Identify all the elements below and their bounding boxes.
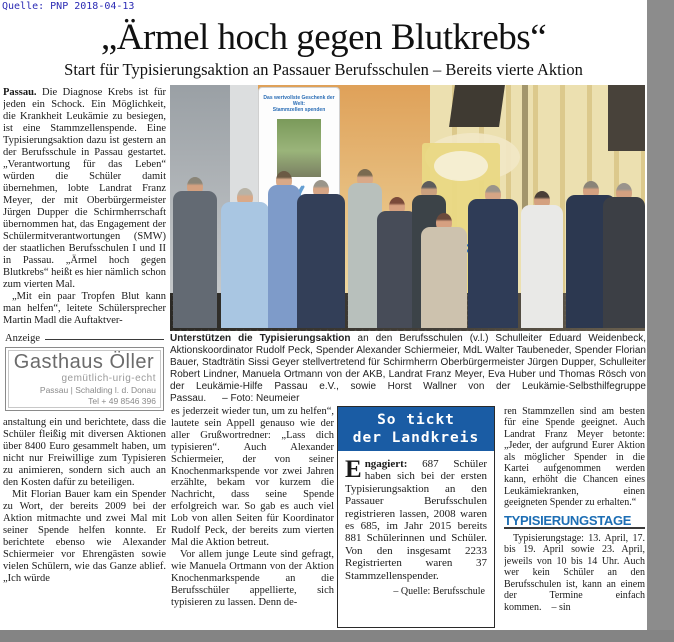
section-header-typisierungstage: TYPISIERUNGSTAGE (504, 512, 632, 528)
caption-body: an den Berufsschulen (v.l.) Schulleiter Eduard Weidenbeck, Aktionskoordinator Rudolf Peck, Spender Alexander Schiermeier, MdL Walter Taubeneder, Spender Florian Bauer, Stadträtin Sissi Geyer stellvertretend für Schirmherrn Oberbürgermeister Jürgen Dupper, Schulleiter Robert Lindner, Manuela Ortmann von der AKB, Landrat Franz Meyer, Eva Huber und Thomas Rösch von der Leukämie-Hilfe Passau e.V., sowie Horst Wallner von der Leukämie-Selbsthilfegruppe Passau. (170, 333, 646, 404)
banner-line: Stammzellen spenden (272, 107, 326, 113)
paragraph: Vor allem junge Leute sind gefragt, wie Manuela Ortmann von der Aktion Knochenmarkspende an die Berufsschüler appellierte, sich typisieren zu lassen. Denn de- (171, 548, 334, 608)
infobox-title-line: der Landkreis (352, 430, 480, 446)
ad-phone: Tel + 49 8546 396 (88, 395, 156, 406)
article-column-1 (3, 87, 166, 628)
person-figure (172, 85, 218, 331)
dropcap: E (345, 456, 362, 483)
person-figure (296, 85, 346, 331)
paragraph: anstaltung ein und berichtete, dass die Schüler fleißig mit diversen Aktionen über 8400 Euro gesammelt haben, um nicht nur Freiwillige zum Typisieren zu animieren, sondern sich auch an den Kosten dafür zu beteiligen. (3, 417, 166, 488)
infobox-landkreis (337, 406, 495, 628)
photo-caption (170, 333, 646, 405)
author-shorthand: – sin (551, 601, 571, 613)
person-figure (220, 85, 270, 331)
paragraph: Mit Florian Bauer kam ein Spender zu Wort, der bereits 2009 bei der Aktion mitmachte und zwei Mal mit seiner Spende helfen konnte. Er berichtete ebenso wie Alexander Schiermeier vor Ehrengästen sowie vielen Schülern, wie das Ganze ablief. „Ich würde (3, 489, 166, 584)
ad-business-name: Gasthaus Öller (13, 351, 155, 373)
ad-address: Passau | Schalding l. d. Donau (39, 385, 156, 395)
ad-box (5, 347, 164, 411)
paragraph: „Mit ein paar Tropfen Blut kann man helfen“, leitete Schülersprecher Martin Madl die Auftaktver- (3, 291, 166, 326)
banner-line: Das wertvollste Geschenk der Welt: (263, 95, 335, 107)
group-photo (170, 85, 645, 331)
ad-label: Anzeige (5, 333, 164, 345)
infobox-lead: ngagiert: (364, 458, 408, 470)
subheadline: Start für Typisierungsaktion an Passauer Berufsschulen – Bereits vierte Aktion (64, 60, 583, 79)
headline: „Ärmel hoch gegen Blutkrebs“ (100, 17, 547, 58)
infobox-header (338, 407, 494, 451)
infobox-title-line: So tickt (377, 412, 455, 428)
paragraph (504, 533, 645, 613)
person-figure (467, 85, 519, 331)
paragraph: ren Stammzellen sind am besten für eine Spende geeignet. Auch Landrat Franz Meyer betonte: „Jeder, der aufgrund Eurer Aktion als möglicher Spender in die Kartei aufgenommen werden kann, erhöht die Chancen eines Leukämiekranken, einen geeigneten Spender zu erhalten.“ (504, 406, 645, 509)
dateline: Passau. (3, 87, 37, 98)
paragraph (3, 87, 166, 291)
person-figure (520, 85, 564, 331)
person-figure (602, 85, 645, 331)
paragraph-text: Typisierungstage: 13. April, 17. bis 19. April sowie 23. April, jeweils von 10 bis 14 Uhr. Auch wer kein Schüler an den Berufsschulen ist, kann an einem der Termine einfach kommen. (504, 533, 645, 613)
photo-credit: – Foto: Neumeier (222, 393, 300, 404)
paragraph-text: Die Diagnose Krebs ist für jeden ein Schock. Ein Möglichkeit, die Krankheit Leukämie zu besiegen, ist eine Stammzellenspende. Eine Typisierungsaktion dazu ist gestern an der Berufsschule in Passau gestartet. „Verantwortung für das Leben“ würden die Schüler damit übernehmen, lobte Landrat Franz Meyer, der mit Oberbürgermeister Jürgen Dupper die Schirmherrschaft übernommen hat, das Engagement der Schülermitverantwortungen (SMW) der staatlichen Berufsschulen I und II in Passau. „Ärmel hoch gegen Blutkrebs“ heißt es hier nämlich schon zum vierten Mal. (3, 87, 166, 290)
article-column-4 (504, 406, 645, 628)
person-figure (420, 85, 468, 331)
caption-lead: Unterstützen die Typisierungsaktion (170, 333, 351, 344)
article-column-2 (171, 406, 334, 628)
scan-border-right (647, 0, 674, 642)
infobox-text: 687 Schüler haben sich bei der ersten Typisierungsaktion an den Passauer Berufsschulen registrieren lassen, 2008 waren es 685, im Jahr 2015 bereits 881 Schülerinnen und Schüler. Von den insgesamt 2233 Registrierten waren 37 Stammzellenspender. (345, 458, 487, 582)
advertisement (3, 333, 166, 411)
ad-tagline: gemütlich-urig-echt (61, 373, 156, 384)
source-line: Quelle: PNP 2018-04-13 (2, 1, 135, 12)
scan-border-bottom (0, 630, 674, 642)
infobox-body (338, 451, 494, 582)
paragraph: es jederzeit wieder tun, um zu helfen“, lautete sein Appell genauso wie der aller Grußwortredner: „Lass dich typisieren“. Auch Alexander Schiermeier, der von seiner Knochenmarkspende vor zwei Jahren erzählte, bekam vor kurzem die Nachricht, dass seine Spende erfolgreich war. So gab es auch viel Lob von allen Seiten für Koordinator Rudolf Peck, der bereits zum vierten Mal die Aktion betreut. (171, 406, 334, 548)
infobox-source: – Quelle: Berufsschule (393, 586, 485, 598)
